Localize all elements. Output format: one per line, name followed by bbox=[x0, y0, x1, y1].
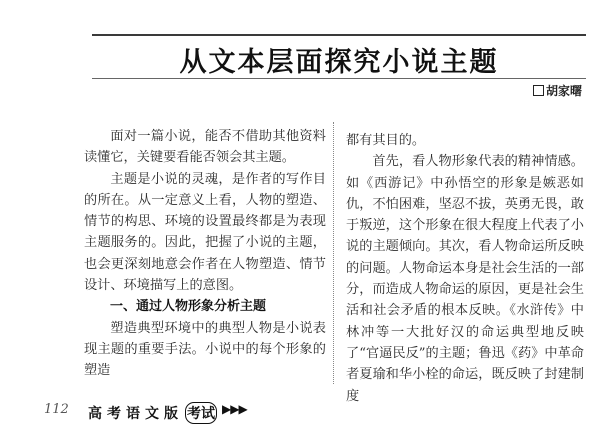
column-divider bbox=[333, 122, 334, 384]
brand-text: 高考语文版 bbox=[88, 406, 183, 422]
title-bottom-rule bbox=[92, 78, 586, 79]
author-name: 胡家曙 bbox=[545, 84, 582, 98]
paragraph: 首先，看人物形象代表的精神情感。如《西游记》中孙悟空的形象是嫉恶如仇，不怕困难，坚忍不拔，英勇无畏，敢于叛逆，这个形象在很大程度上代表了小说的主题倾向。其次，看人物命运所反映的问题。人物命运本身是社会生活的一部分，而造成人物命运的原因，更是社会生活和社会矛盾的根本反映。《水浒传》中林冲等一大批好汉的命运典型地反映了“官逼民反”的主题；鲁迅《药》中革命者夏瑜和华小栓的命运，既反映了封建制度 bbox=[346, 154, 584, 404]
right-column bbox=[346, 130, 584, 407]
article-title: 从文本层面探究小说主题 bbox=[179, 47, 499, 78]
paragraph: 面对一篇小说，能否不借助其他资料读懂它，关键要看能否领会其主题。 bbox=[84, 129, 326, 166]
page-footer bbox=[0, 396, 600, 440]
title-top-rule bbox=[92, 34, 586, 36]
arrow-icon: ▶▶▶ bbox=[222, 402, 247, 416]
magazine-brand bbox=[88, 402, 217, 424]
paragraph: 都有其目的。 bbox=[346, 133, 426, 148]
page-number: 112 bbox=[44, 402, 69, 417]
author-line bbox=[533, 82, 582, 99]
paragraph: 塑造典型环境中的典型人物是小说表现主题的重要手法。小说中的每个形象的塑造 bbox=[84, 320, 326, 379]
author-box-icon bbox=[533, 85, 544, 96]
brand-badge: 考试 bbox=[185, 402, 217, 424]
paragraph: 主题是小说的灵魂，是作者的写作目的所在。从一定意义上看，人物的塑造、情节的构思、环境的设置最终都是为表现主题服务的。因此，把握了小说的主题，也会更深刻地意会作者在人物塑造、情节设计、环境描写上的意图。 bbox=[84, 171, 326, 294]
section-heading: 一、通过人物形象分析主题 bbox=[110, 299, 267, 315]
left-column bbox=[84, 126, 326, 382]
